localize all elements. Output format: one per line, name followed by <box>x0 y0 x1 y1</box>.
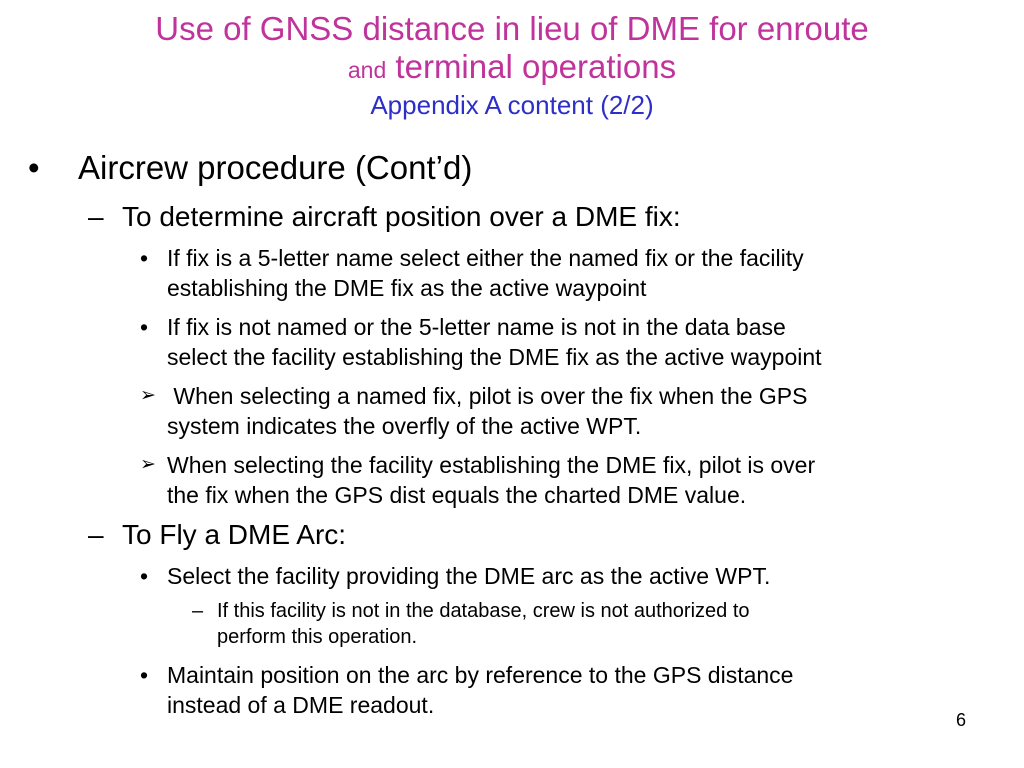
bullet-marker: • <box>140 563 149 589</box>
list-item-line: When selecting a named fix, pilot is over the fix when the GPS <box>167 383 808 409</box>
bullet-marker: • <box>28 149 40 186</box>
list-item-line: select the facility establishing the DME fix as the active waypoint <box>167 344 822 370</box>
list-item-line: If fix is a 5-letter name select either the named fix or the facility <box>167 245 804 271</box>
list-item-line: establishing the DME fix as the active waypoint <box>167 275 647 301</box>
list-item-fly-dme-arc: To Fly a DME Arc: <box>122 519 347 550</box>
list-item-aircrew-procedure: Aircrew procedure (Cont’d) <box>78 149 473 186</box>
list-item-line: the fix when the GPS dist equals the charted DME value. <box>167 482 747 508</box>
list-item-line: instead of a DME readout. <box>167 692 435 718</box>
list-item-determine-position: To determine aircraft position over a DME fix: <box>122 201 681 232</box>
page-number: 6 <box>955 710 966 730</box>
bullet-marker: • <box>140 662 149 688</box>
title-line-1: Use of GNSS distance in lieu of DME for enroute <box>155 10 869 47</box>
dash-marker: – <box>88 201 104 232</box>
title-and: and <box>347 57 387 83</box>
arrow-bullet-icon: ➢ <box>140 385 156 406</box>
list-item-line: If this facility is not in the database, crew is not authorized to <box>217 600 750 622</box>
arrow-bullet-icon: ➢ <box>140 454 156 475</box>
dash-marker: – <box>192 600 204 622</box>
list-item-line: perform this operation. <box>217 626 418 648</box>
list-item-line: Maintain position on the arc by reference to the GPS distance <box>167 662 794 688</box>
slide-subtitle: Appendix A content (2/2) <box>370 90 654 120</box>
bullet-marker: • <box>140 245 149 271</box>
bullet-marker: • <box>140 314 149 340</box>
list-item-line: When selecting the facility establishing the DME fix, pilot is over <box>167 452 816 478</box>
list-item-line: Select the facility providing the DME arc as the active WPT. <box>167 563 771 589</box>
list-item-line: If fix is not named or the 5-letter name is not in the data base <box>167 314 786 340</box>
dash-marker: – <box>88 519 104 550</box>
list-item-line: system indicates the overfly of the active WPT. <box>167 413 642 439</box>
title-line-2-rest: terminal operations <box>386 48 677 85</box>
